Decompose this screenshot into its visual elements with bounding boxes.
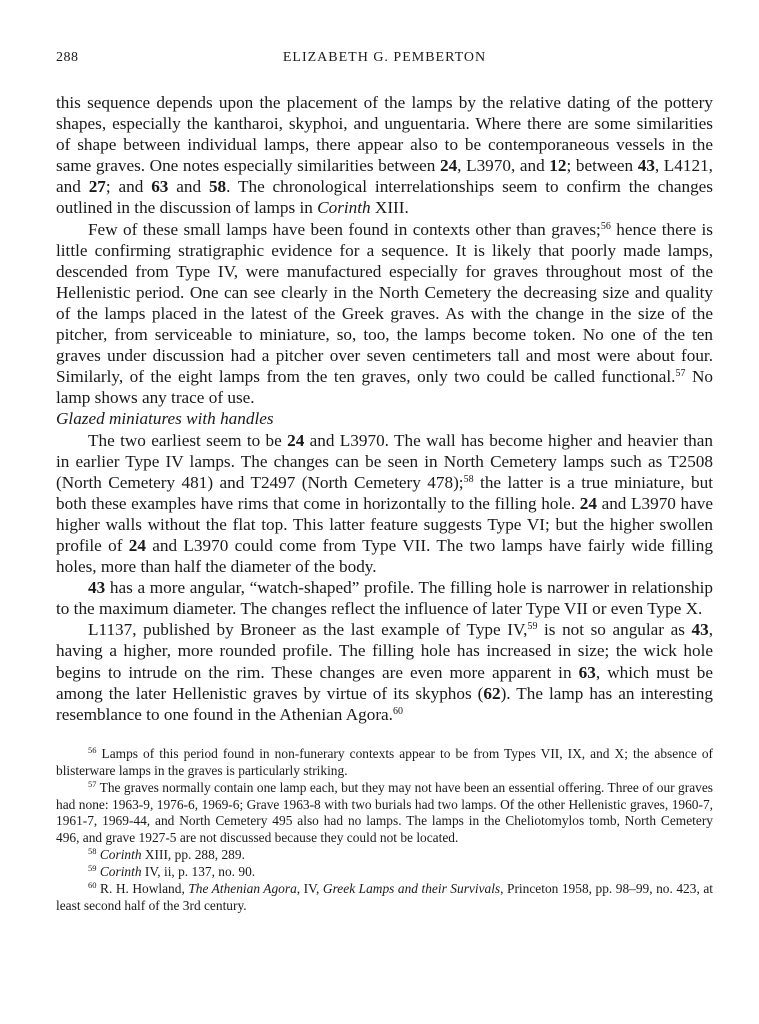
catalog-ref: 43 <box>88 578 106 598</box>
catalog-ref: 12 <box>549 156 567 176</box>
paragraph-few-lamps: Few of these small lamps have been found in contexts other than graves;$^{56}$ hence there is little confirming stratigraphic evidence for a sequence. It is likely that poorly made lamps, descended from Type IV, were manufactured especially for graves throughout most of the Hellenistic period. One can see clearly in the North Cemetery the decreasing size and quality of the lamps placed in the latest of the Greek graves. As with the change in the size of the pitcher, from serviceable to miniature, so, too, the lamps become token. No one of the ten graves under discussion had a pitcher over seven centimeters tall and most were about four. Similarly, of the eight lamps from the ten graves, only two could be called functional.$^{57}$ No lamp shows any trace of use. <box>56 219 713 408</box>
footnote-marker: 56 <box>600 220 611 232</box>
catalog-ref: 24 <box>439 156 458 176</box>
footnote-59: $^{59}$ Corinth IV, ii, p. 137, no. 90. <box>88 863 256 880</box>
paragraph-two-earliest: The two earliest seem to be 24 and L3970. The wall has become higher and heavier than in earlier Type IV lamps. The changes can be seen in North Cemetery lamps such as T2508 (North Cemetery 481) and T2497 (North Cemetery 478);$^{58}$ the latter is a true miniature, but both these examples have rims that come in horizontally to the filling hole. 24 and L3970 have higher walls without the flat top. This latter feature suggests Type VI; but the higher swollen profile of 24 and L3970 could come from Type VII. The two lamps have fairly wide filling holes, more than half the diameter of the body. <box>56 430 713 577</box>
publication-title: Greek Lamps and their Survivals <box>322 881 501 897</box>
footnote-60: $^{60}$ R. H. Howland, The Athenian Agora, IV, Greek Lamps and their Survivals, Princeton 1958, pp. 98–99, no. 423, at least second half of the 3rd century. <box>56 880 713 913</box>
publication-title: The Athenian Agora <box>188 881 297 897</box>
publication-title: Corinth <box>99 847 142 863</box>
footnote-marker: 58 <box>463 473 474 485</box>
running-head <box>56 50 713 72</box>
catalog-ref: 63 <box>151 177 169 197</box>
paragraph-continuation: this sequence depends upon the placement of the lamps by the relative dating of the pottery shapes, especially the kantharoi, skyphoi, and unguentaria. Where there are some similarities of shape between individual lamps, there appear also to be contemporaneous vessels in the same graves. One notes especially similarities between 24, L3970, and 12; between 43, L4121, and 27; and 63 and 58. The chronological interrelationships seem to confirm the changes outlined in the discussion of lamps in Corinth XIII. <box>56 93 713 218</box>
running-head-author: ELIZABETH G. PEMBERTON <box>282 50 487 65</box>
footnote-marker: 59 <box>527 621 538 633</box>
section-subheading: Glazed miniatures with handles <box>56 409 274 429</box>
catalog-ref: 62 <box>483 683 501 703</box>
catalog-ref: 43 <box>691 620 709 640</box>
catalog-ref: 63 <box>578 662 596 682</box>
catalog-ref: 24 <box>287 430 305 450</box>
footnote-marker: 60 <box>392 705 403 717</box>
footnote-number: 58 <box>88 846 97 857</box>
body-text <box>56 92 713 725</box>
footnote-marker: 57 <box>675 368 686 380</box>
page-number: 288 <box>56 50 79 65</box>
footnote-number: 57 <box>88 778 97 789</box>
footnote-57: $^{57}$ The graves normally contain one lamp each, but they may not have been an essential offering. Three of our graves had none: 1963-9, 1976-6, 1969-6; Grave 1963-8 with two burials had two lamps. Of the other Hellenistic graves, 1960-7, 1961-7, 1969-44, and North Cemetery 495 also had no lamps. The lamps in the Cheliotomylos tomb, North Cemetery 496, and grave 1927-5 are not discussed because they could not be located. <box>56 778 713 846</box>
paragraph-l1137: L1137, published by Broneer as the last example of Type IV,$^{59}$ is not so angular as 43, having a higher, more rounded profile. The filling hole has increased in size; the wick hole begins to intrude on the rim. These changes are even more apparent in 63, which must be among the later Hellenistic graves by virtue of its skyphos (62). The lamp has an interesting resemblance to one found in the Athenian Agora.$^{60}$ <box>56 620 714 724</box>
footnote-56: $^{56}$ Lamps of this period found in non-funerary contexts appear to be from Types VII, IX, and X; the absence of blisterware lamps in the graves is particularly striking. <box>56 744 713 778</box>
catalog-ref: 24 <box>579 493 597 513</box>
catalog-ref: 24 <box>128 535 146 555</box>
paragraph-43: 43 has a more angular, “watch-shaped” profile. The filling hole is narrower in relationship to the maximum diameter. The changes reflect the influence of later Type VII or even Type X. <box>56 578 713 619</box>
footnote-number: 60 <box>88 880 97 891</box>
publication-title: Corinth <box>317 198 371 218</box>
footnote-58: $^{58}$ Corinth XIII, pp. 288, 289. <box>88 846 245 863</box>
publication-title: Corinth <box>99 864 142 880</box>
footnotes <box>56 746 713 915</box>
catalog-ref: 58 <box>208 177 227 197</box>
catalog-ref: 43 <box>637 156 655 176</box>
catalog-ref: 27 <box>88 177 106 197</box>
footnote-number: 59 <box>88 863 97 874</box>
footnote-number: 56 <box>88 744 97 755</box>
